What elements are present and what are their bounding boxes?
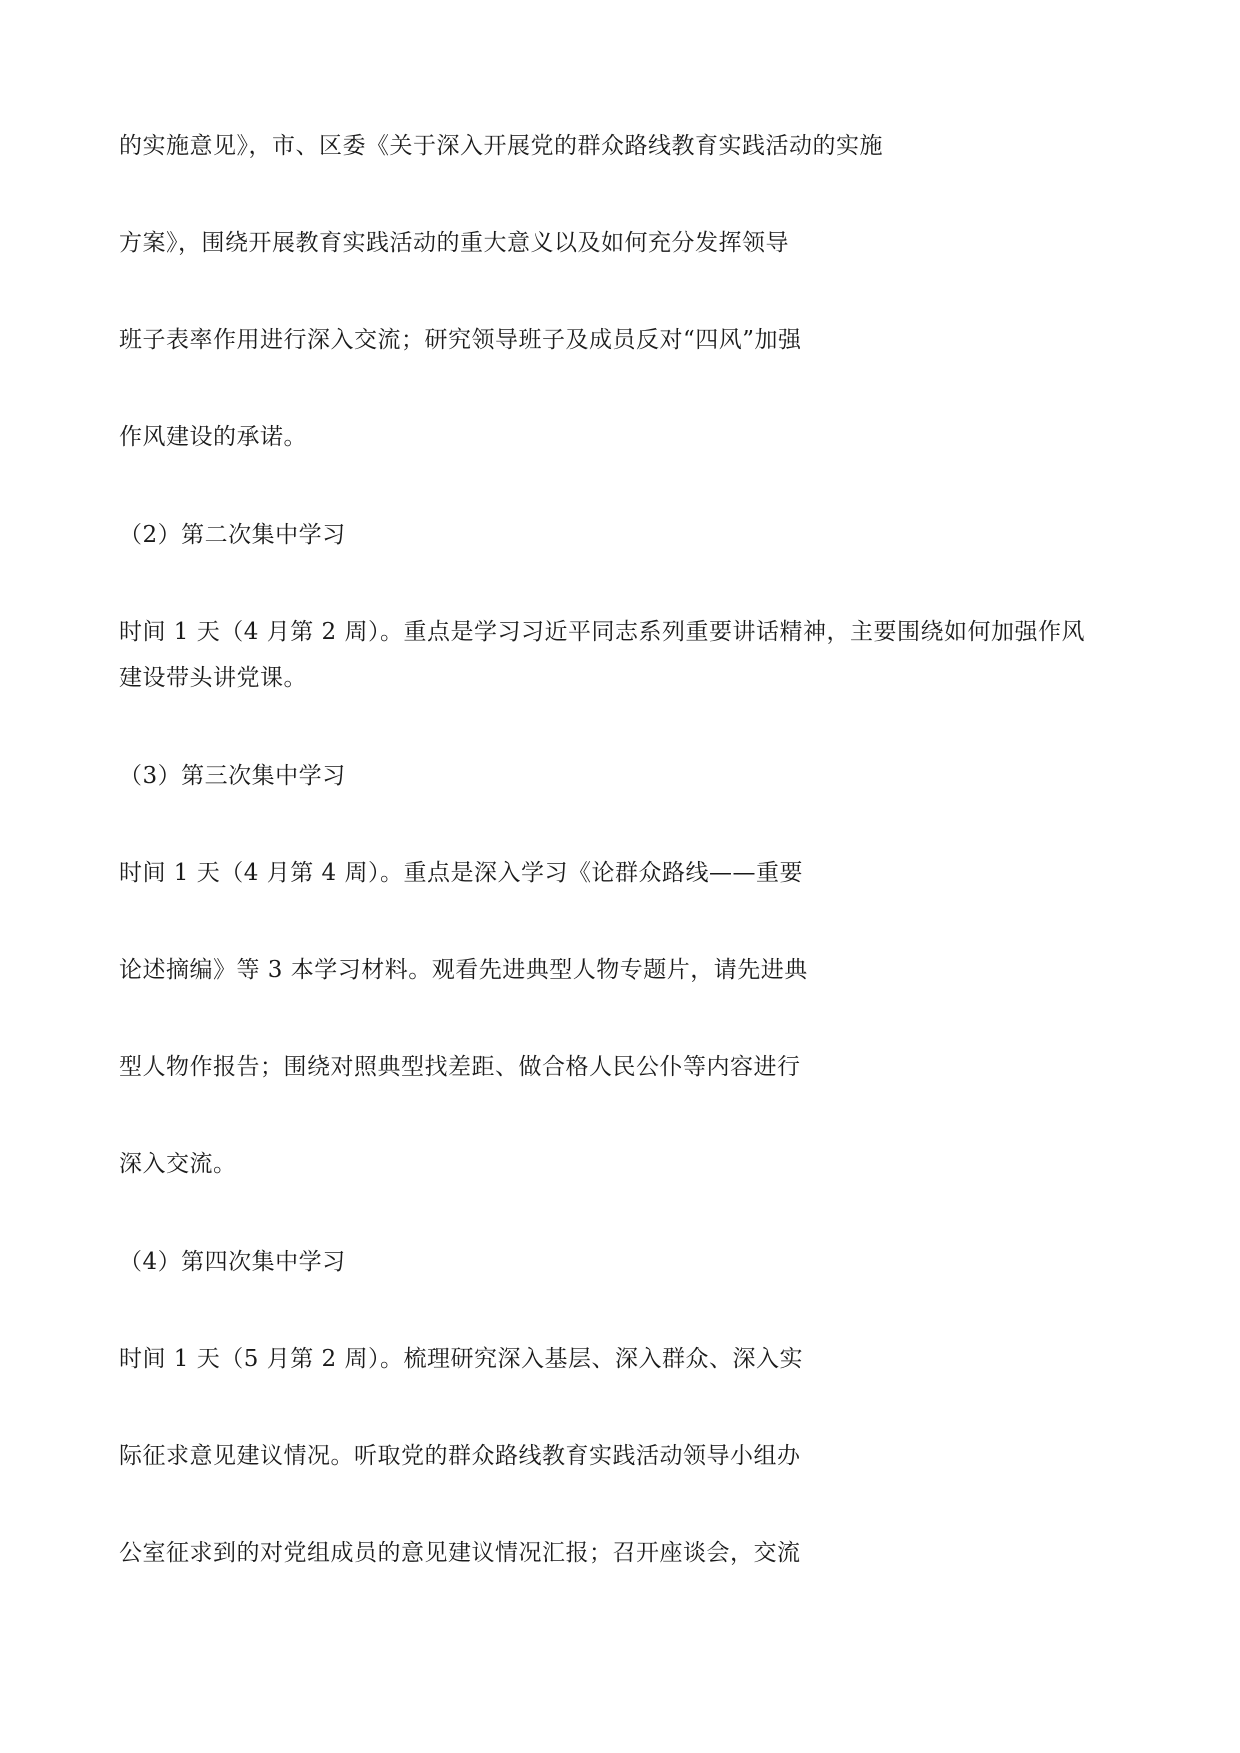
paragraph-line: 论述摘编》等 3 本学习材料。观看先进典型人物专题片，请先进典 xyxy=(119,957,808,983)
paragraph-line: 际征求意见建议情况。听取党的群众路线教育实践活动领导小组办 xyxy=(119,1443,801,1469)
paragraph-line: 深入交流。 xyxy=(119,1151,237,1177)
paragraph-line: 作风建设的承诺。 xyxy=(119,424,307,450)
paragraph-line: 的实施意见》，市、区委《关于深入开展党的群众路线教育实践活动的实施 xyxy=(119,133,883,159)
section-heading: （4）第四次集中学习 xyxy=(119,1249,346,1275)
paragraph-line: 型人物作报告；围绕对照典型找差距、做合格人民公仆等内容进行 xyxy=(119,1054,801,1080)
paragraph-line: 时间 1 天（4 月第 4 周）。重点是深入学习《论群众路线——重要 xyxy=(119,860,803,886)
section-heading: （3）第三次集中学习 xyxy=(119,763,346,789)
section-heading: （2）第二次集中学习 xyxy=(119,522,346,548)
paragraph-line: 时间 1 天（5 月第 2 周）。梳理研究深入基层、深入群众、深入实 xyxy=(119,1346,803,1372)
paragraph-line: 建设带头讲党课。 xyxy=(119,665,307,691)
paragraph-line: 时间 1 天（4 月第 2 周）。重点是学习习近平同志系列重要讲话精神，主要围绕如何加强作风 xyxy=(119,619,1085,645)
paragraph-line: 班子表率作用进行深入交流；研究领导班子及成员反对“四风”加强 xyxy=(119,327,802,353)
paragraph-line: 公室征求到的对党组成员的意见建议情况汇报；召开座谈会，交流 xyxy=(119,1540,801,1566)
paragraph-line: 方案》，围绕开展教育实践活动的重大意义以及如何充分发挥领导 xyxy=(119,230,789,256)
